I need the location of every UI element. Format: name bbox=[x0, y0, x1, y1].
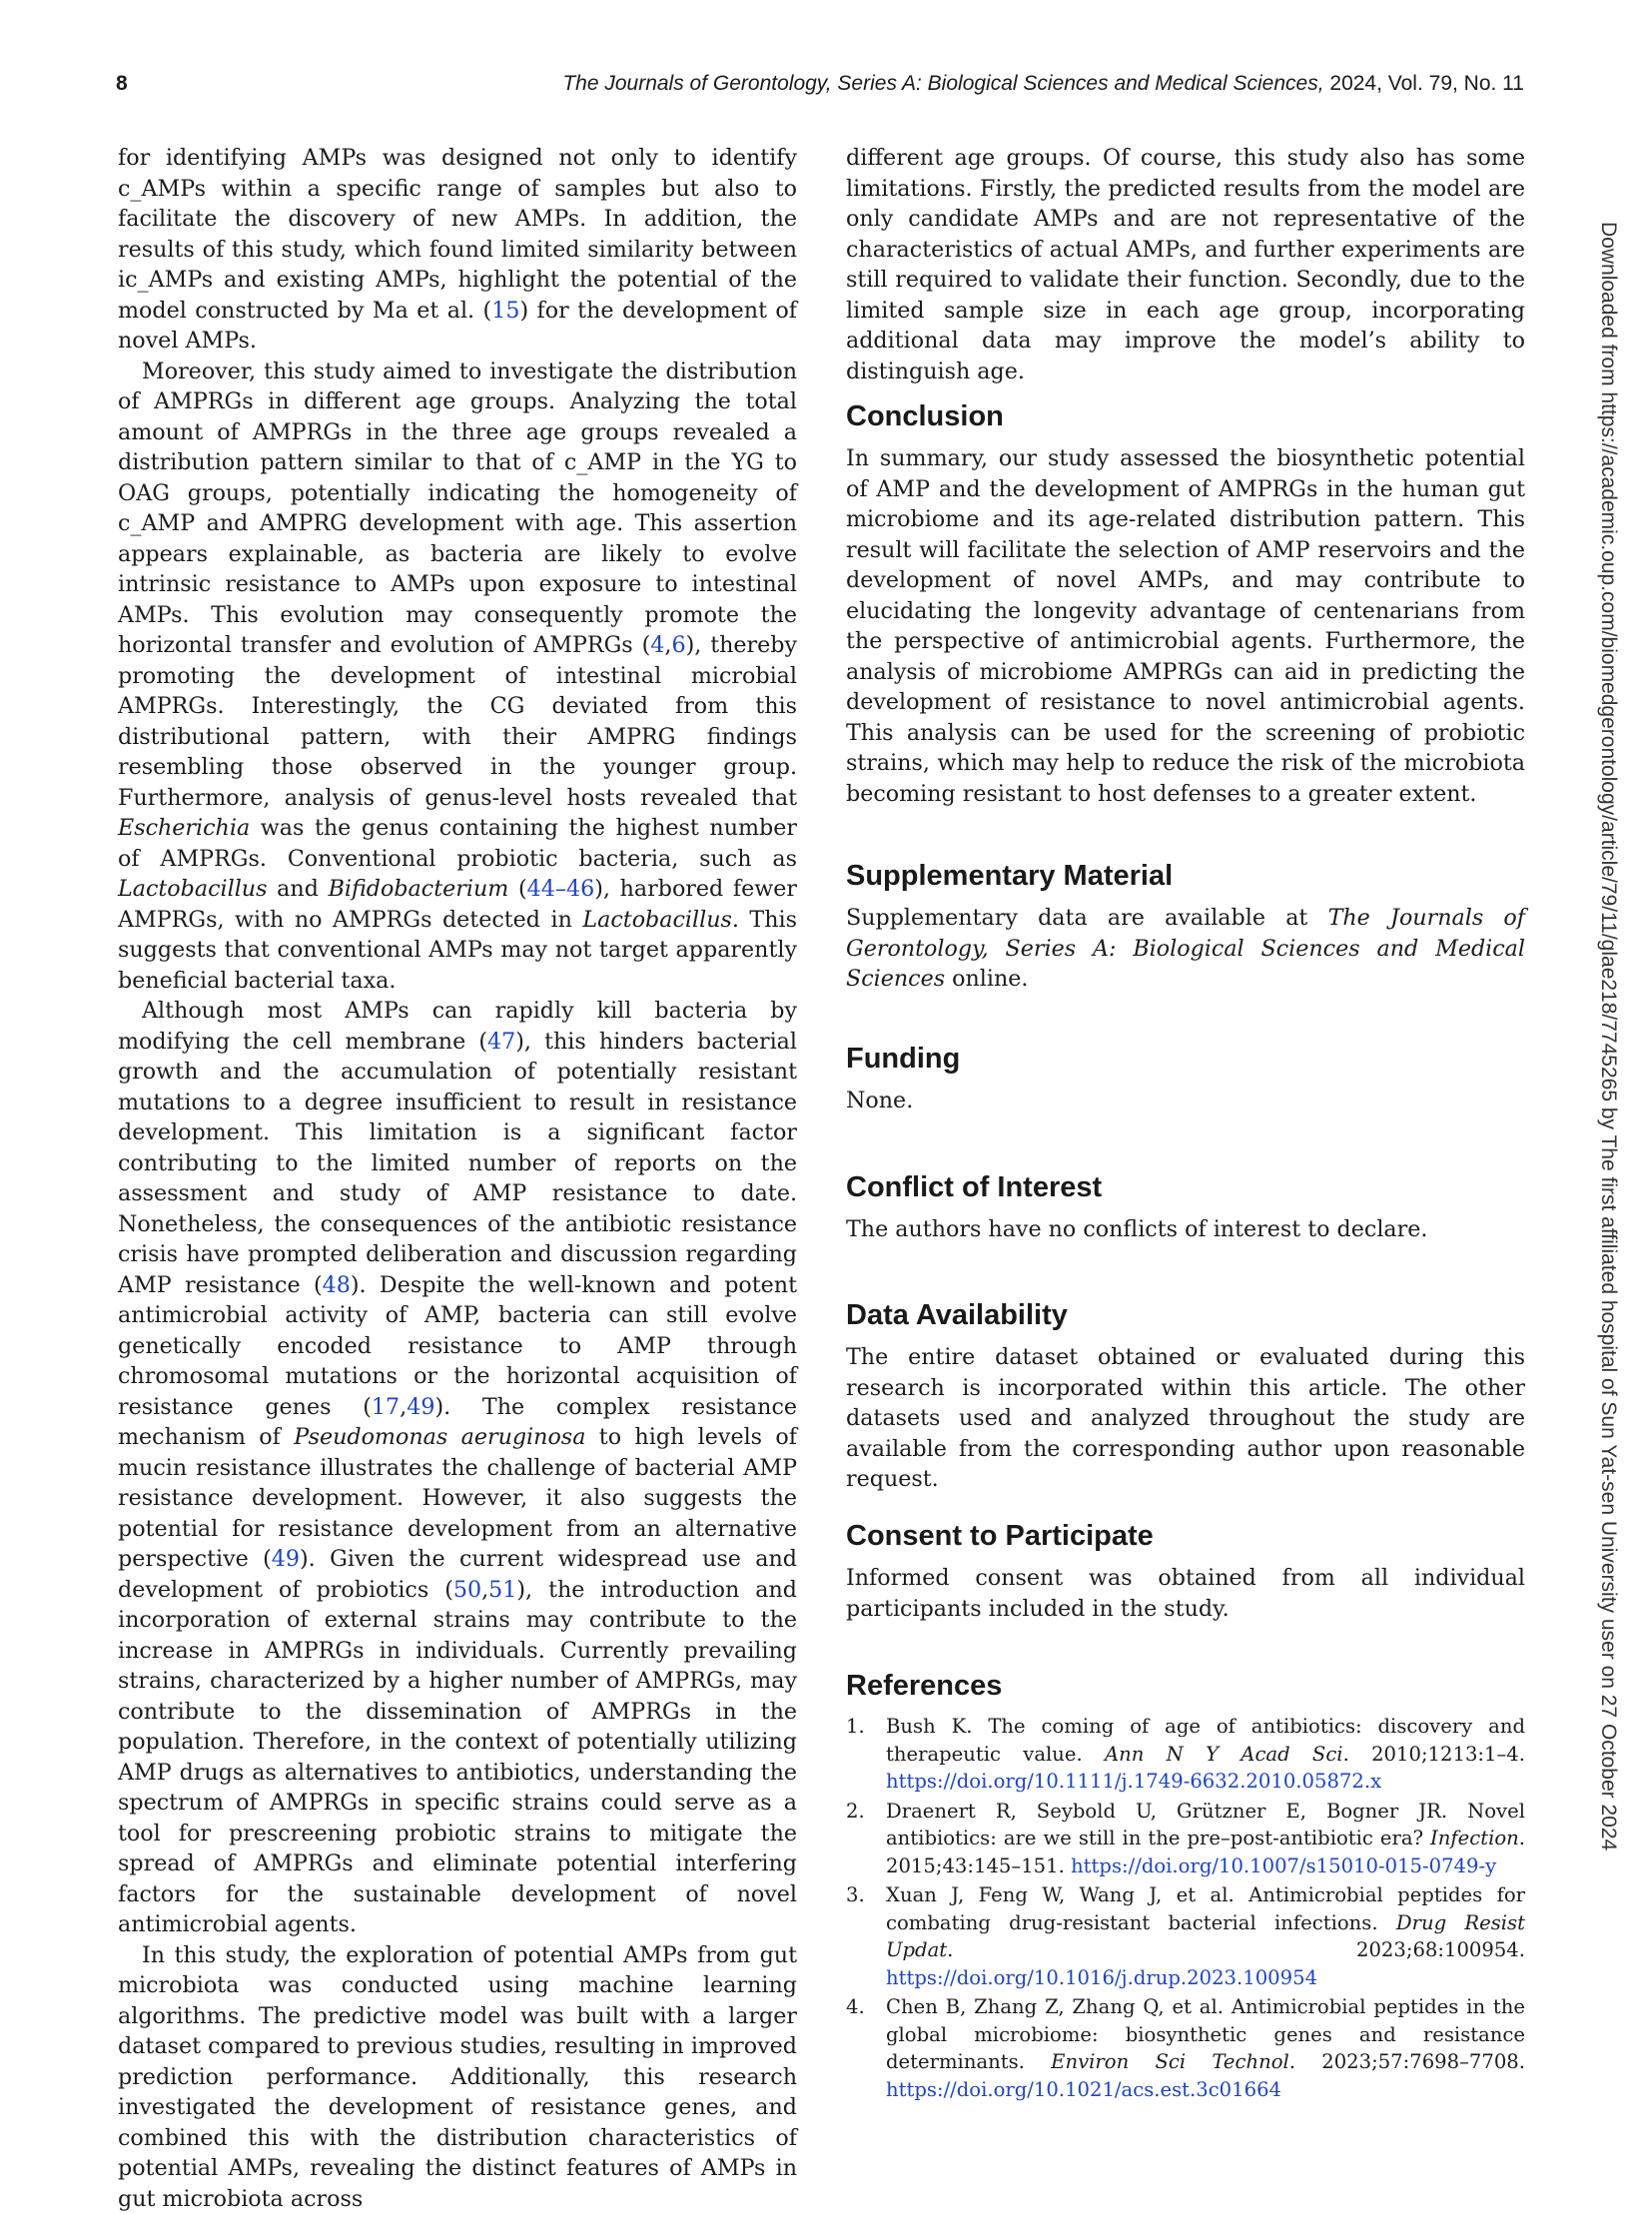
section-heading: Supplementary Material bbox=[846, 859, 1525, 893]
paragraph-limitations: different age groups. Of course, this study also has some limitations. Firstly, the predicted results from the model are only candidate AMPs and are not representative of the characteristics of actual AMPs, and further experiments are still required to validate their function. Secondly, due to the limited sample size in each age group, incorporating additional data may improve the model’s ability to distinguish age. bbox=[846, 143, 1525, 386]
journal-running-title bbox=[562, 72, 1524, 96]
citation-link[interactable]: 6 bbox=[671, 632, 685, 658]
download-watermark: Downloaded from https://academic.oup.com/biomedgerontology/article/79/11/glae218/7745265 by The first affiliated hospital of Sun Yat-sen University user on 27 October 2024 bbox=[1596, 222, 1620, 1850]
reference-item: 1. Bush K. The coming of age of antibiotics: discovery and therapeutic value. Ann N Y Acad Sci. 2010;1213:1–4. https://doi.org/10.1111/j.1749-6632.2010.05872.x bbox=[846, 1713, 1525, 1796]
paragraph-model-novelty: for identifying AMPs was designed not only to identify c_AMPs within a specific range of samples but also to facilitate the discovery of new AMPs. In addition, the results of this study, which found limited similarity between ic_AMPs and existing AMPs, highlight the potential of the model constructed by Ma et al. (15) for the development of novel AMPs. bbox=[118, 143, 797, 357]
section-conclusion bbox=[846, 399, 1525, 809]
section-heading: Funding bbox=[846, 1042, 1525, 1076]
reference-item: 3. Xuan J, Feng W, Wang J, et al. Antimicrobial peptides for combating drug-resistant bacterial infections. Drug Resist Updat. 2023;68:100954. https://doi.org/10.1016/j.drup.2023.100954 bbox=[846, 1881, 1525, 1991]
section-references bbox=[846, 1669, 1525, 2105]
citation-link[interactable]: 49 bbox=[407, 1394, 434, 1420]
section-body: Supplementary data are available at The Journals of Gerontology, Series A: Biological Sciences and Medical Sciences online. bbox=[846, 903, 1525, 995]
citation-link[interactable]: 17 bbox=[372, 1394, 400, 1420]
citation-link[interactable]: 49 bbox=[272, 1546, 300, 1572]
journal-title: The Journals of Gerontology, Series A: Biological Sciences and Medical Sciences, bbox=[562, 72, 1323, 95]
doi-link[interactable]: https://doi.org/10.1016/j.drup.2023.100954 bbox=[886, 1966, 1317, 1989]
paragraph-amp-resistance: Although most AMPs can rapidly kill bacteria by modifying the cell membrane (47), this hinders bacterial growth and the accumulation of potentially resistant mutations to a degree insufficient to result in resistance development. This limitation is a significant factor contributing to the limited number of reports on the assessment and study of AMP resistance to date. Nonetheless, the consequences of the antibiotic resistance crisis have prompted deliberation and discussion regarding AMP resistance (48). Despite the well-known and potent antimicrobial activity of AMP, bacteria can still evolve genetically encoded resistance to AMP through chromosomal mutations or the horizontal acquisition of resistance genes (17,49). The complex resistance mechanism of Pseudomonas aeruginosa to high levels of mucin resistance illustrates the challenge of bacterial AMP resistance development. However, it also suggests the potential for resistance development from an alternative perspective (49). Given the current widespread use and development of probiotics (50,51), the introduction and incorporation of external strains may contribute to the increase in AMPRGs in individuals. Currently prevailing strains, characterized by a higher number of AMPRGs, may contribute to the dissemination of AMPRGs in the population. Therefore, in the context of potentially utilizing AMP drugs as alternatives to antibiotics, understanding the spectrum of AMPRGs in specific strains could serve as a tool for prescreening probiotic strains to mitigate the spread of AMPRGs and eliminate potential interfering factors for the sustainable development of novel antimicrobial agents. bbox=[118, 996, 797, 1940]
section-funding bbox=[846, 1042, 1525, 1116]
doi-link[interactable]: https://doi.org/10.1021/acs.est.3c01664 bbox=[886, 2078, 1281, 2101]
section-supplementary bbox=[846, 859, 1525, 995]
citation-link[interactable]: 48 bbox=[323, 1272, 351, 1298]
section-body: Informed consent was obtained from all individual participants included in the study. bbox=[846, 1563, 1525, 1624]
left-column bbox=[118, 143, 797, 2214]
doi-link[interactable]: https://doi.org/10.1111/j.1749-6632.2010.05872.x bbox=[886, 1770, 1381, 1793]
citation-link[interactable]: 51 bbox=[488, 1577, 516, 1603]
section-heading: Conflict of Interest bbox=[846, 1170, 1525, 1204]
section-body: The authors have no conflicts of interest to declare. bbox=[846, 1214, 1525, 1245]
citation-link[interactable]: 44–46 bbox=[527, 876, 595, 902]
citation-link[interactable]: 47 bbox=[487, 1029, 515, 1055]
reference-item: 4. Chen B, Zhang Z, Zhang Q, et al. Antimicrobial peptides in the global microbiome: biosynthetic genes and resistance determinants. Environ Sci Technol. 2023;57:7698–7708. https://doi.org/10.1021/acs.est.3c01664 bbox=[846, 1993, 1525, 2103]
section-body: None. bbox=[846, 1086, 1525, 1116]
section-consent bbox=[846, 1519, 1525, 1624]
citation-link[interactable]: 15 bbox=[491, 298, 519, 324]
journal-volume: 2024, Vol. 79, No. 11 bbox=[1324, 72, 1524, 95]
section-conflict-of-interest bbox=[846, 1170, 1525, 1245]
reference-item: 2. Draenert R, Seybold U, Grützner E, Bogner JR. Novel antibiotics: are we still in the pre–post-antibiotic era? Infection. 2015;43:145–151. https://doi.org/10.1007/s15010-015-0749-y bbox=[846, 1798, 1525, 1880]
citation-link[interactable]: 50 bbox=[453, 1577, 481, 1603]
section-body: In summary, our study assessed the biosynthetic potential of AMP and the development of AMPRGs in the human gut microbiome and its age-related distribution pattern. This result will facilitate the selection of AMP reservoirs and the development of novel AMPs, and may contribute to elucidating the longevity advantage of centenarians from the perspective of antimicrobial agents. Furthermore, the analysis of microbiome AMPRGs can aid in predicting the development of resistance to novel antimicrobial agents. This analysis can be used for the screening of probiotic strains, which may help to reduce the risk of the microbiota becoming resistant to host defenses to a greater extent. bbox=[846, 443, 1525, 809]
citation-link[interactable]: 4 bbox=[650, 632, 664, 658]
doi-link[interactable]: https://doi.org/10.1007/s15010-015-0749-y bbox=[1071, 1854, 1496, 1877]
section-heading: References bbox=[846, 1669, 1525, 1703]
section-heading: Consent to Participate bbox=[846, 1519, 1525, 1553]
section-data-availability bbox=[846, 1298, 1525, 1495]
right-column-continuation bbox=[846, 143, 1525, 386]
section-heading: Conclusion bbox=[846, 399, 1525, 433]
paragraph-amprg-distribution: Moreover, this study aimed to investigate the distribution of AMPRGs in different age groups. Analyzing the total amount of AMPRGs in the three age groups revealed a distribution pattern similar to that of c_AMP in the YG to OAG groups, potentially indicating the homogeneity of c_AMP and AMPRG development with age. This assertion appears explainable, as bacteria are likely to evolve intrinsic resistance to AMPs upon exposure to intestinal AMPs. This evolution may consequently promote the horizontal transfer and evolution of AMPRGs (4,6), thereby promoting the development of intestinal microbial AMPRGs. Interestingly, the CG deviated from this distributional pattern, with their AMPRG findings resembling those observed in the younger group. Furthermore, analysis of genus-level hosts revealed that Escherichia was the genus containing the highest number of AMPRGs. Conventional probiotic bacteria, such as Lactobacillus and Bifidobacterium (44–46), harbored fewer AMPRGs, with no AMPRGs detected in Lactobacillus. This suggests that conventional AMPs may not target apparently beneficial bacterial taxa. bbox=[118, 357, 797, 997]
section-heading: Data Availability bbox=[846, 1298, 1525, 1332]
section-body: The entire dataset obtained or evaluated during this research is incorporated within this article. The other datasets used and analyzed throughout the study are available from the corresponding author upon reasonable request. bbox=[846, 1342, 1525, 1495]
page-number: 8 bbox=[116, 72, 128, 96]
paragraph-study-summary: In this study, the exploration of potential AMPs from gut microbiota was conducted using machine learning algorithms. The predictive model was built with a larger dataset compared to previous studies, resulting in improved prediction performance. Additionally, this research investigated the development of resistance genes, and combined this with the distribution characteristics of potential AMPs, revealing the distinct features of AMPs in gut microbiota across bbox=[118, 1940, 797, 2214]
